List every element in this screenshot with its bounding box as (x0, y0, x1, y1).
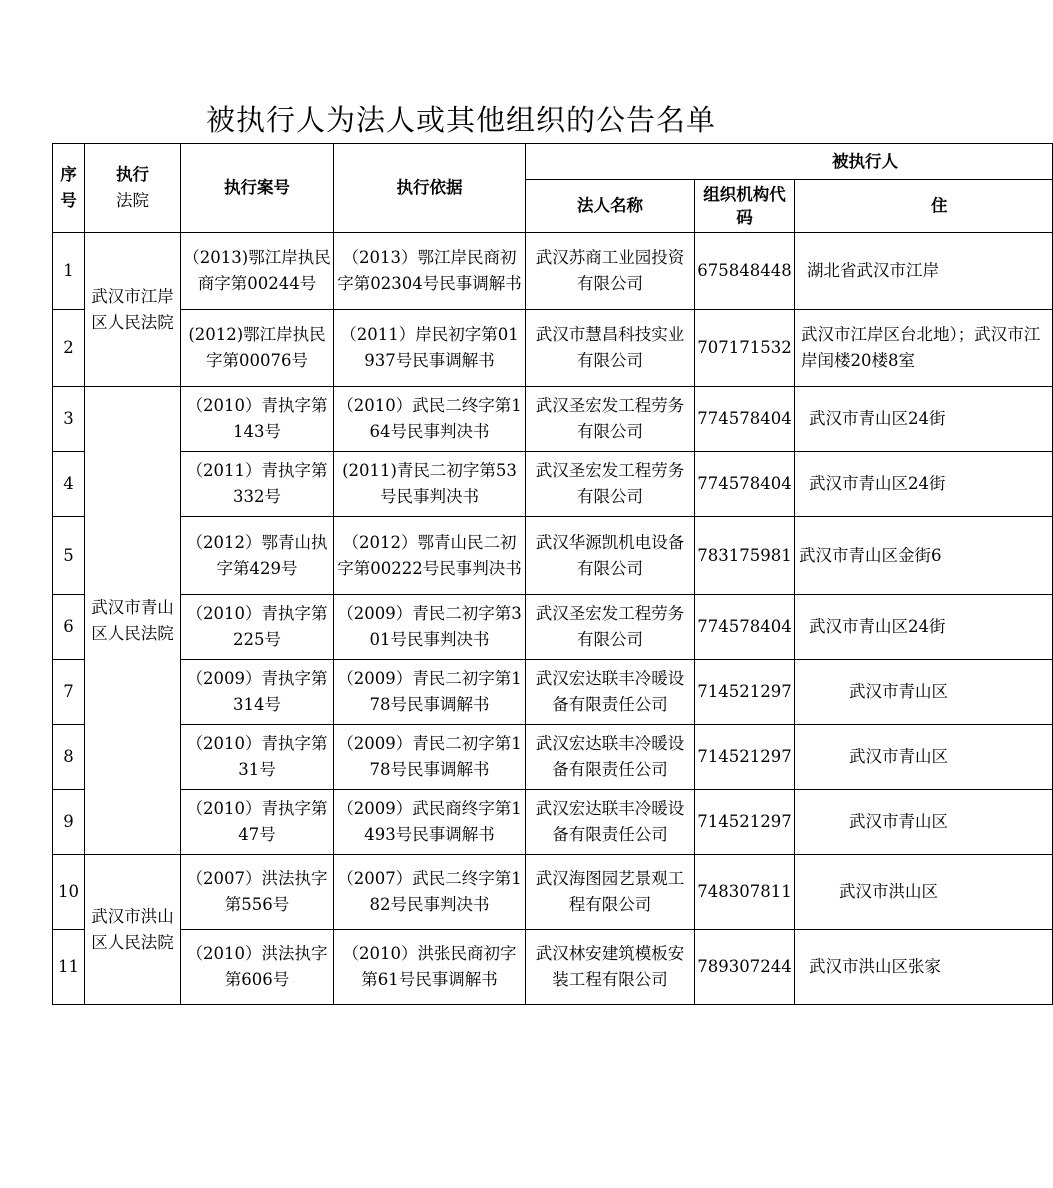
cell-legal-name: 武汉市慧昌科技实业有限公司 (526, 310, 695, 387)
cell-case-no: (2012)鄂江岸执民字第00076号 (181, 310, 334, 387)
cell-address: 武汉市青山区24街 (795, 595, 1053, 660)
cell-seq: 7 (53, 660, 85, 725)
cell-seq: 10 (53, 855, 85, 930)
cell-basis: （2009）青民二初字第301号民事判决书 (334, 595, 526, 660)
cell-org-code: 774578404 (695, 387, 795, 452)
cell-seq: 5 (53, 517, 85, 595)
cell-case-no: （2010）青执字第31号 (181, 725, 334, 790)
cell-legal-name: 武汉海图园艺景观工程有限公司 (526, 855, 695, 930)
cell-legal-name: 武汉宏达联丰冷暖设备有限责任公司 (526, 660, 695, 725)
cell-basis: （2009）青民二初字第178号民事调解书 (334, 660, 526, 725)
cell-address: 湖北省武汉市江岸 (795, 233, 1053, 310)
cell-org-code: 774578404 (695, 452, 795, 517)
cell-legal-name: 武汉圣宏发工程劳务有限公司 (526, 452, 695, 517)
table-row (53, 387, 1053, 452)
table-row (53, 930, 1053, 1005)
cell-case-no: （2010）青执字第47号 (181, 790, 334, 855)
cell-basis: （2007）武民二终字第182号民事判决书 (334, 855, 526, 930)
cell-basis: （2012）鄂青山民二初字第00222号民事判决书 (334, 517, 526, 595)
cell-seq: 4 (53, 452, 85, 517)
cell-seq: 3 (53, 387, 85, 452)
table-row (53, 725, 1053, 790)
header-basis: 执行依据 (334, 144, 526, 233)
cell-org-code: 748307811 (695, 855, 795, 930)
cell-address: 武汉市青山区 (795, 725, 1053, 790)
header-court-line1: 执行 (116, 165, 149, 184)
cell-seq: 2 (53, 310, 85, 387)
cell-basis: （2011）岸民初字第01937号民事调解书 (334, 310, 526, 387)
cell-address: 武汉市青山区24街 (795, 387, 1053, 452)
cell-case-no: （2013)鄂江岸执民商字第00244号 (181, 233, 334, 310)
cell-court: 武汉市青山区人民法院 (85, 387, 181, 855)
cell-seq: 9 (53, 790, 85, 855)
cell-address: 武汉市青山区金街6 (795, 517, 1053, 595)
cell-org-code: 783175981 (695, 517, 795, 595)
cell-case-no: （2010）青执字第143号 (181, 387, 334, 452)
cell-case-no: （2010）洪法执字第606号 (181, 930, 334, 1005)
table-row (53, 452, 1053, 517)
header-executed-party: 被执行人 (526, 144, 1053, 180)
header-address: 住 (795, 180, 1053, 233)
cell-address: 武汉市青山区24街 (795, 452, 1053, 517)
header-org-code: 组织机构代码 (695, 180, 795, 233)
cell-basis: （2013）鄂江岸民商初字第02304号民事调解书 (334, 233, 526, 310)
cell-basis: (2011)青民二初字第53号民事判决书 (334, 452, 526, 517)
cell-org-code: 714521297 (695, 790, 795, 855)
cell-case-no: （2010）青执字第225号 (181, 595, 334, 660)
cell-basis: （2010）武民二终字第164号民事判决书 (334, 387, 526, 452)
cell-legal-name: 武汉华源凯机电设备有限公司 (526, 517, 695, 595)
table-row (53, 855, 1053, 930)
cell-basis: （2010）洪张民商初字第61号民事调解书 (334, 930, 526, 1005)
cell-case-no: （2011）青执字第332号 (181, 452, 334, 517)
header-row-1 (53, 144, 1053, 180)
cell-case-no: （2012）鄂青山执字第429号 (181, 517, 334, 595)
cell-legal-name: 武汉圣宏发工程劳务有限公司 (526, 595, 695, 660)
cell-legal-name: 武汉宏达联丰冷暖设备有限责任公司 (526, 725, 695, 790)
cell-org-code: 707171532 (695, 310, 795, 387)
cell-seq: 11 (53, 930, 85, 1005)
cell-basis: （2009）武民商终字第1493号民事调解书 (334, 790, 526, 855)
cell-seq: 8 (53, 725, 85, 790)
cell-address: 武汉市青山区 (795, 790, 1053, 855)
cell-seq: 1 (53, 233, 85, 310)
cell-seq: 6 (53, 595, 85, 660)
cell-address: 武汉市青山区 (795, 660, 1053, 725)
cell-address: 武汉市洪山区张家 (795, 930, 1053, 1005)
cell-legal-name: 武汉苏商工业园投资有限公司 (526, 233, 695, 310)
cell-legal-name: 武汉圣宏发工程劳务有限公司 (526, 387, 695, 452)
header-court (85, 144, 181, 233)
cell-basis: （2009）青民二初字第178号民事调解书 (334, 725, 526, 790)
cell-org-code: 789307244 (695, 930, 795, 1005)
header-seq: 序号 (53, 144, 85, 233)
cell-org-code: 675848448 (695, 233, 795, 310)
cell-org-code: 774578404 (695, 595, 795, 660)
cell-case-no: （2007）洪法执字第556号 (181, 855, 334, 930)
table-row (53, 660, 1053, 725)
cell-address: 武汉市洪山区 (795, 855, 1053, 930)
table-row (53, 233, 1053, 310)
table-row (53, 310, 1053, 387)
table-viewport (52, 143, 1041, 1023)
cell-case-no: （2009）青执字第314号 (181, 660, 334, 725)
table-row (53, 595, 1053, 660)
header-legal-name: 法人名称 (526, 180, 695, 233)
header-court-line2: 法院 (116, 191, 149, 210)
cell-org-code: 714521297 (695, 725, 795, 790)
notice-table (52, 143, 1053, 1005)
header-case-no: 执行案号 (181, 144, 334, 233)
cell-legal-name: 武汉宏达联丰冷暖设备有限责任公司 (526, 790, 695, 855)
cell-court: 武汉市洪山区人民法院 (85, 855, 181, 1005)
cell-address: 武汉市江岸区台北地）；武汉市江岸闰楼20楼8室 (795, 310, 1053, 387)
document-title: 被执行人为法人或其他组织的公告名单 (206, 103, 717, 137)
cell-org-code: 714521297 (695, 660, 795, 725)
cell-legal-name: 武汉林安建筑模板安装工程有限公司 (526, 930, 695, 1005)
table-row (53, 790, 1053, 855)
cell-court: 武汉市江岸区人民法院 (85, 233, 181, 387)
table-row (53, 517, 1053, 595)
